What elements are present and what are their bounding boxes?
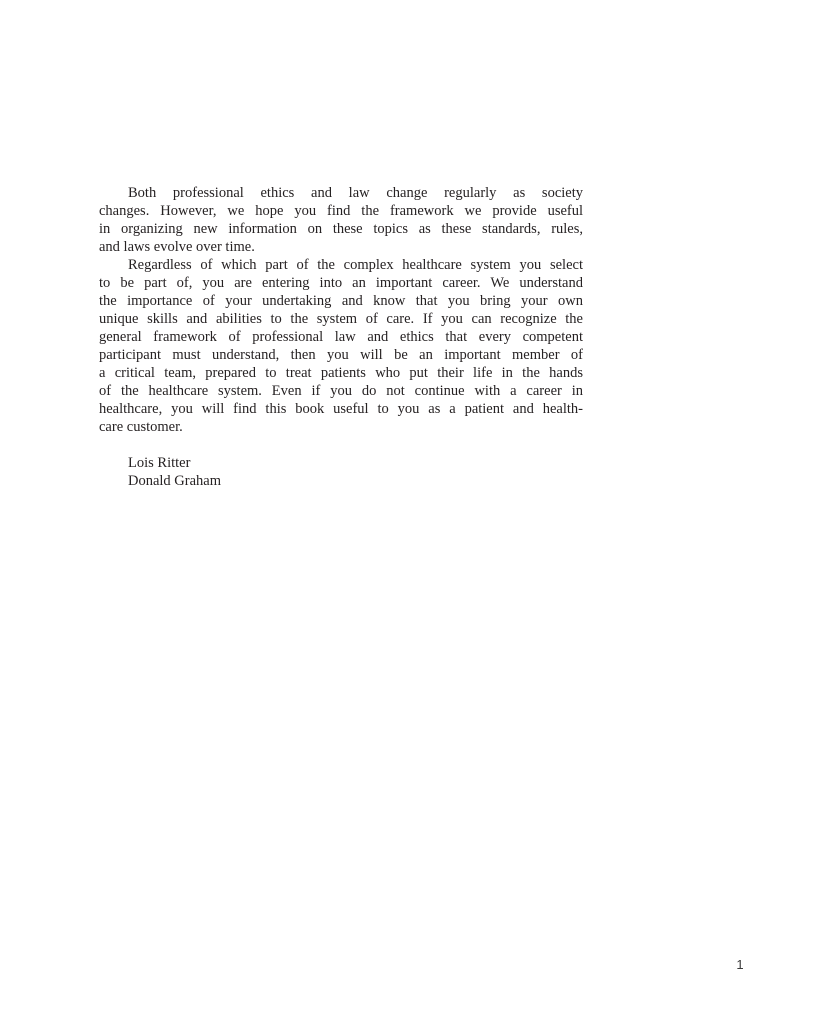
signature-block xyxy=(99,454,583,490)
text-line: the importance of your undertaking and know that you bring your own xyxy=(99,293,583,309)
author-name-2: Donald Graham xyxy=(128,473,222,489)
page-number: 1 xyxy=(736,957,744,972)
text-line: participant must understand, then you will be an important member of xyxy=(99,347,583,363)
text-line: in organizing new information on these topics as these standards, rules, xyxy=(99,221,583,237)
text-line: Regardless of which part of the complex healthcare system you select xyxy=(128,257,583,273)
text-line: changes. However, we hope you find the framework we provide useful xyxy=(99,203,583,219)
text-line: to be part of, you are entering into an important career. We understand xyxy=(99,275,583,291)
text-line: healthcare, you will find this book useful to you as a patient and health- xyxy=(99,401,583,417)
text-line: care customer. xyxy=(99,419,183,435)
text-line: a critical team, prepared to treat patients who put their life in the hands xyxy=(99,365,583,381)
paragraph-1 xyxy=(99,184,583,256)
paragraph-2 xyxy=(99,256,583,436)
text-line: general framework of professional law and ethics that every competent xyxy=(99,329,583,345)
author-name-1: Lois Ritter xyxy=(128,455,191,471)
text-line: and laws evolve over time. xyxy=(99,239,255,255)
text-line: unique skills and abilities to the system of care. If you can recognize the xyxy=(99,311,583,327)
text-line: Both professional ethics and law change regularly as society xyxy=(128,185,583,201)
text-line: of the healthcare system. Even if you do not continue with a career in xyxy=(99,383,583,399)
body-text xyxy=(99,184,583,490)
